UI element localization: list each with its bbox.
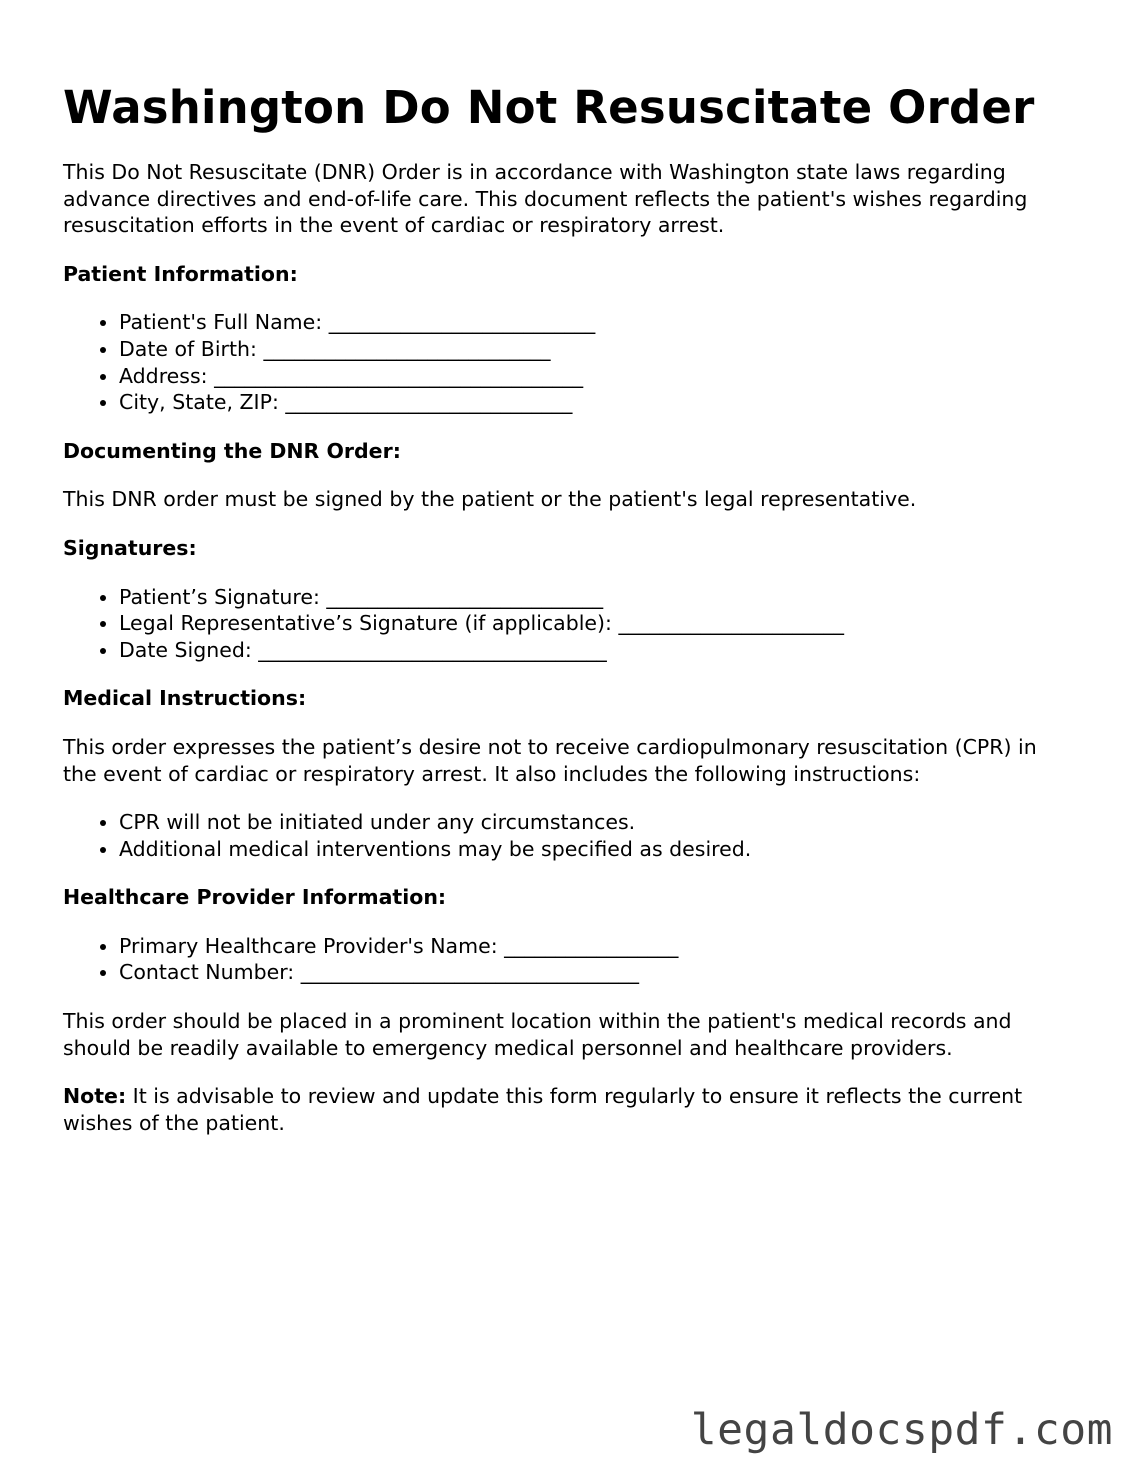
document-title: Washington Do Not Resuscitate Order — [63, 81, 1035, 134]
field-label: Patient’s Signature: — [119, 584, 320, 609]
patient-signature-field: ___________________________ — [319, 584, 604, 609]
medical-list — [63, 809, 1063, 862]
list-item — [119, 309, 1063, 336]
field-label: Contact Number: — [119, 960, 295, 985]
placement-paragraph: This order should be placed in a prominent location within the patient's medical records and should be readily available to emergency medical personnel and healthcare providers. — [63, 1009, 1012, 1060]
list-item — [119, 933, 1063, 960]
list-item — [119, 389, 1063, 416]
address-field: ____________________________________ — [207, 363, 584, 388]
medical-heading: Medical Instructions: — [63, 686, 307, 711]
field-label: Address: — [119, 363, 208, 388]
field-label: Patient's Full Name: — [119, 310, 323, 335]
list-item — [119, 959, 1063, 986]
note-text: It is advisable to review and update this form regularly to ensure it reflects the current wishes of the patient. — [63, 1084, 1023, 1135]
contact-number-field: _________________________________ — [294, 960, 639, 985]
field-label: Primary Healthcare Provider's Name: — [119, 933, 498, 958]
note-paragraph — [63, 1083, 1063, 1136]
field-label: Date of Birth: — [119, 336, 257, 361]
field-label: Legal Representative’s Signature (if applicable): — [119, 611, 612, 636]
signatures-heading: Signatures: — [63, 535, 197, 560]
list-item — [119, 610, 1063, 637]
signatures-list — [63, 584, 1063, 664]
list-item — [119, 363, 1063, 390]
list-item — [119, 336, 1063, 363]
medical-paragraph: This order expresses the patient’s desire not to receive cardiopulmonary resuscitation (CPR) in the event of cardiac or respiratory arrest. It also includes the following instructions: — [63, 734, 1037, 786]
provider-heading: Healthcare Provider Information: — [63, 885, 447, 910]
provider-name-field: _________________ — [497, 933, 679, 958]
patient-name-field: __________________________ — [322, 310, 596, 335]
list-item: • Additional medical interventions may be specified as desired. — [119, 836, 1063, 863]
note-label: Note: — [63, 1084, 127, 1109]
documenting-heading: Documenting the DNR Order: — [63, 438, 401, 463]
watermark: legaldocspdf.com — [690, 1405, 1113, 1455]
list-item — [119, 637, 1063, 664]
date-signed-field: __________________________________ — [251, 637, 607, 662]
city-state-zip-field: ____________________________ — [278, 390, 573, 415]
field-label: Date Signed: — [119, 637, 252, 662]
documenting-paragraph: This DNR order must be signed by the patient or the patient's legal representative. — [63, 487, 917, 512]
patient-info-list — [63, 309, 1063, 415]
patient-info-heading: Patient Information: — [63, 261, 298, 286]
provider-list — [63, 933, 1063, 986]
intro-paragraph: This Do Not Resuscitate (DNR) Order is in accordance with Washington state laws regarding advance directives and end-of-life care. This document reflects the patient's wishes regarding resuscitation efforts in the event of cardiac or respiratory arrest. — [63, 160, 1028, 238]
representative-signature-field: ______________________ — [611, 611, 844, 636]
field-label: City, State, ZIP: — [119, 390, 279, 415]
date-of-birth-field: ____________________________ — [256, 336, 551, 361]
list-item — [119, 584, 1063, 611]
list-item: • CPR will not be initiated under any circumstances. — [119, 809, 1063, 836]
document-page — [63, 78, 1063, 1158]
